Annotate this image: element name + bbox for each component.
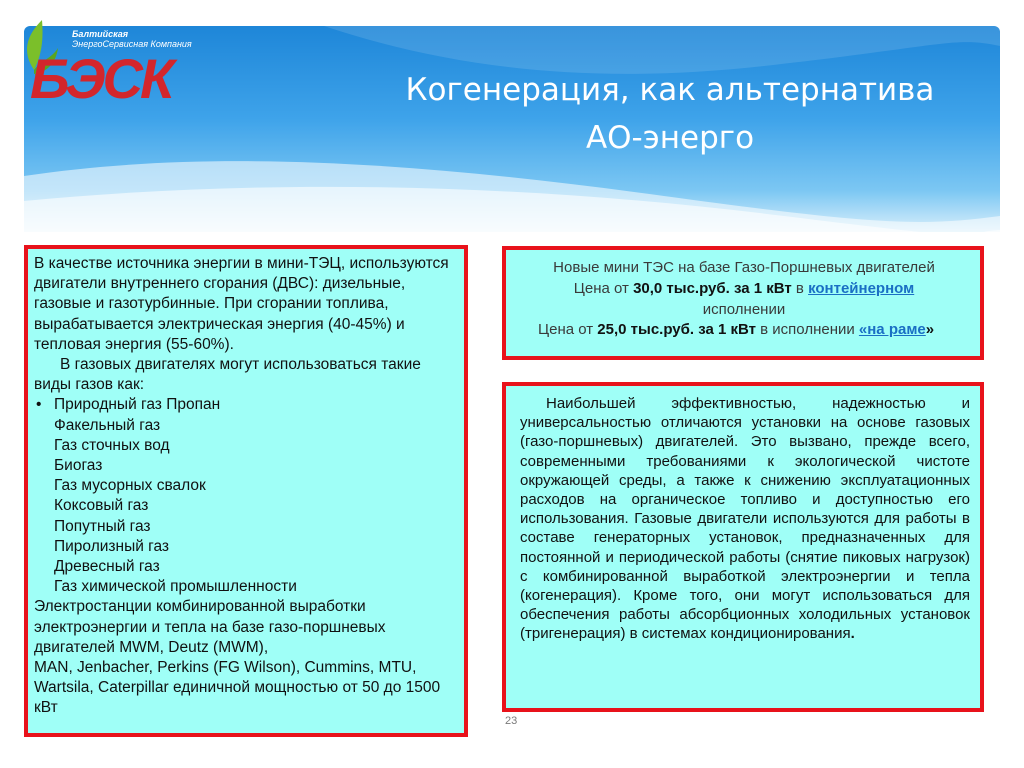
intro-paragraph: В качестве источника энергии в мини-ТЭЦ, используются двигатели внутреннего сгорания (ДВС): дизельные, газовые и газотурбинные. При сгорании топлива, вырабатывается электрическая энергия (40-45%) и тепловая энергия (55-60%). — [34, 255, 449, 353]
frame-quote-close: » — [925, 321, 935, 339]
frame-price-line — [516, 320, 972, 341]
logo-company-line2: ЭнергоСервисная Компания — [72, 39, 192, 49]
slide-title-line2: АО-энерго — [585, 120, 755, 156]
paragraph-end: . — [850, 625, 855, 643]
gas-item: Пиролизный газ — [54, 537, 170, 555]
price-in-label: в — [791, 279, 809, 297]
container-price-line — [516, 279, 972, 300]
slide-title-line1: Когенерация, как альтернатива — [405, 72, 935, 108]
price-version-label: в исполнении — [756, 321, 859, 339]
frame-version-link[interactable]: «на раме — [858, 321, 926, 339]
container-price-suffix: исполнении — [702, 300, 786, 318]
gas-engines-paragraph — [520, 394, 970, 644]
container-version-link[interactable]: контейнерном — [808, 279, 915, 297]
gas-engines-description-box — [502, 382, 984, 712]
price-prefix: Цена от — [573, 279, 634, 297]
gas-types-list — [34, 395, 458, 597]
logo-wordmark: БЭСК — [30, 47, 172, 110]
power-plants-paragraph: Электростанции комбинированной выработки электроэнергии и тепла на базе газо-поршневых двигателей MWM, Deutz (MWM), — [34, 598, 386, 656]
gas-types-intro: В газовых двигателях могут использоваться такие виды газов как: — [34, 356, 421, 394]
page-number: 23 — [505, 715, 518, 727]
gas-item: Газ мусорных свалок — [54, 477, 206, 495]
mini-tes-price-box — [502, 246, 984, 360]
gas-item: Факельный газ — [54, 416, 161, 434]
company-logo — [18, 18, 192, 110]
gas-item: Коксовый газ — [54, 497, 149, 515]
logo-company-line1: Балтийская — [72, 29, 129, 39]
gas-item: Попутный газ — [54, 517, 151, 535]
engine-brands-paragraph: MAN, Jenbacher, Perkins (FG Wilson), Cummins, MTU, Wartsila, Caterpillar единичной мощностью от 50 до 1500 кВт — [34, 659, 441, 717]
mini-tes-heading: Новые мини ТЭС на базе Газо-Поршневых двигателей — [553, 259, 935, 276]
energy-sources-box — [24, 245, 468, 737]
bullet-icon: • — [36, 396, 42, 414]
gas-item: Биогаз — [54, 457, 103, 475]
gas-item: Газ химической промышленности — [54, 578, 297, 596]
gas-item: Природный газ Пропан — [54, 396, 221, 414]
frame-price-value: 25,0 тыс.руб. за 1 кВт — [597, 321, 756, 339]
gas-item: Газ сточных вод — [54, 436, 170, 454]
price-prefix: Цена от — [538, 321, 598, 339]
gas-item: Древесный газ — [54, 558, 160, 576]
slide-title — [350, 66, 990, 162]
container-price-value: 30,0 тыс.руб. за 1 кВт — [633, 279, 792, 297]
gas-engines-text: Наибольшей эффективностью, надежностью и универсальностью отличаются установки на основе газовых (газо-поршневых) двигателей. Это вызвано, прежде всего, современными требованиями к экологической чистоте окружающей среды, а также к снижению эксплуатационных расходов на органическое топливо и доступностью его использования. Газовые двигатели используются для работы в составе генераторных установок, предназначенных для постоянной и периодической работы (снятие пиковых нагрузок) с комбинированной выработкой электроэнергии и тепла (когенерация). Кроме того, они могут использоваться для обеспечения работы абсорбционных холодильных установок (тригенерация) в системах кондиционирования — [520, 395, 970, 643]
